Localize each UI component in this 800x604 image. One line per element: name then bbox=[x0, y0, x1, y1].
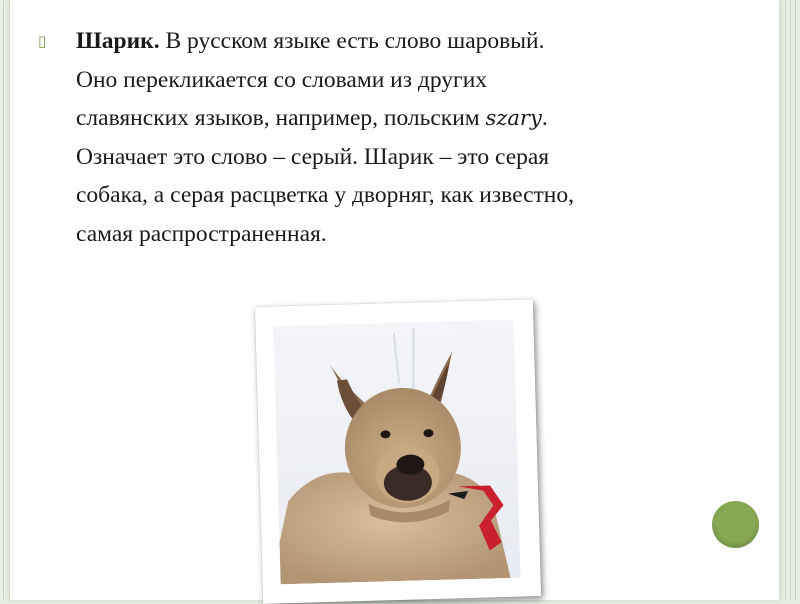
left-decorative-line bbox=[3, 0, 4, 600]
line-2: Оно перекликается со словами из других bbox=[76, 66, 488, 93]
line-3 bbox=[76, 105, 548, 131]
right-decorative-line bbox=[785, 0, 786, 600]
polish-word: szary bbox=[485, 106, 542, 130]
line-6: самая распространенная. bbox=[76, 220, 327, 247]
paragraph-text bbox=[52, 22, 752, 253]
photo-frame bbox=[255, 299, 541, 604]
line-5: собака, а серая расцветка у дворняг, как известно, bbox=[76, 182, 574, 208]
line-4: Означает это слово – серый. Шарик – это серая bbox=[76, 143, 550, 170]
bullet-paragraph bbox=[38, 22, 752, 253]
line-1 bbox=[76, 28, 545, 54]
line-text: славянских языков, например, польским bbox=[76, 105, 486, 131]
decorative-circle bbox=[712, 501, 759, 548]
dog-photo bbox=[273, 320, 520, 585]
dog-illustration bbox=[273, 320, 520, 585]
right-decorative-line bbox=[795, 0, 796, 600]
right-decorative-line bbox=[790, 0, 791, 600]
line-text: В русском языке есть слово шаровый. bbox=[159, 28, 545, 54]
line-punct: . bbox=[541, 105, 548, 131]
term-title: Шарик. bbox=[76, 28, 160, 54]
bullet-arrow-icon: ▯ bbox=[38, 32, 47, 50]
